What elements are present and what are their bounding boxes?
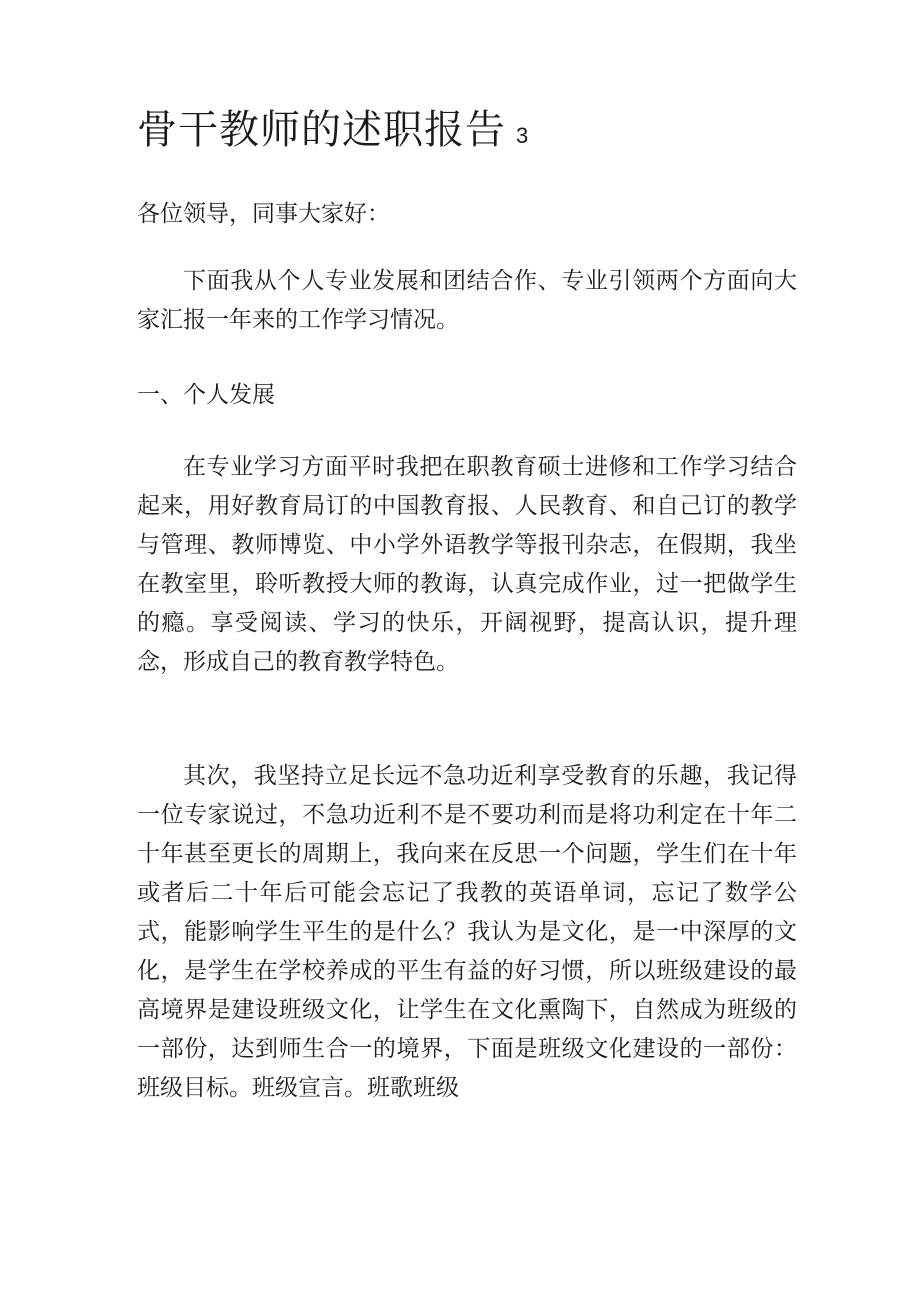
intro-paragraph: 下面我从个人专业发展和团结合作、专业引领两个方面向大家汇报一年来的工作学习情况。: [137, 268, 797, 333]
document-title: [137, 104, 529, 162]
greeting: 各位领导，同事大家好：: [137, 201, 390, 227]
title-text: 骨干教师的述职报告: [137, 107, 506, 153]
body-paragraph-1: 在专业学习方面平时我把在职教育硕士进修和工作学习结合起来，用好教育局订的中国教育报、人民教育、和自己订的教学与管理、教师博览、中小学外语教学等报刊杂志，在假期，我坐在教室里，聆听教授大师的教诲，认真完成作业，过一把做学生的瘾。享受阅读、学习的快乐，开阔视野，提高认识，提升理念，形成自己的教育教学特色。: [137, 454, 797, 675]
title-number: 3: [516, 123, 530, 148]
body-paragraph-2: 其次，我坚持立足长远不急功近利享受教育的乐趣，我记得一位专家说过，不急功近利不是不要功利而是将功利定在十年二十年甚至更长的周期上，我向来在反思一个问题，学生们在十年或者后二十年后可能会忘记了我教的英语单词，忘记了数学公式，能影响学生平生的是什么？我认为是文化，是一中深厚的文化，是学生在学校养成的平生有益的好习惯，所以班级建设的最高境界是建设班级文化，让学生在文化熏陶下，自然成为班级的一部份，达到师生合一的境界，下面是班级文化建设的一部份：班级目标。班级宣言。班歌班级: [137, 763, 797, 1101]
section-heading: 一、个人发展: [137, 382, 275, 408]
